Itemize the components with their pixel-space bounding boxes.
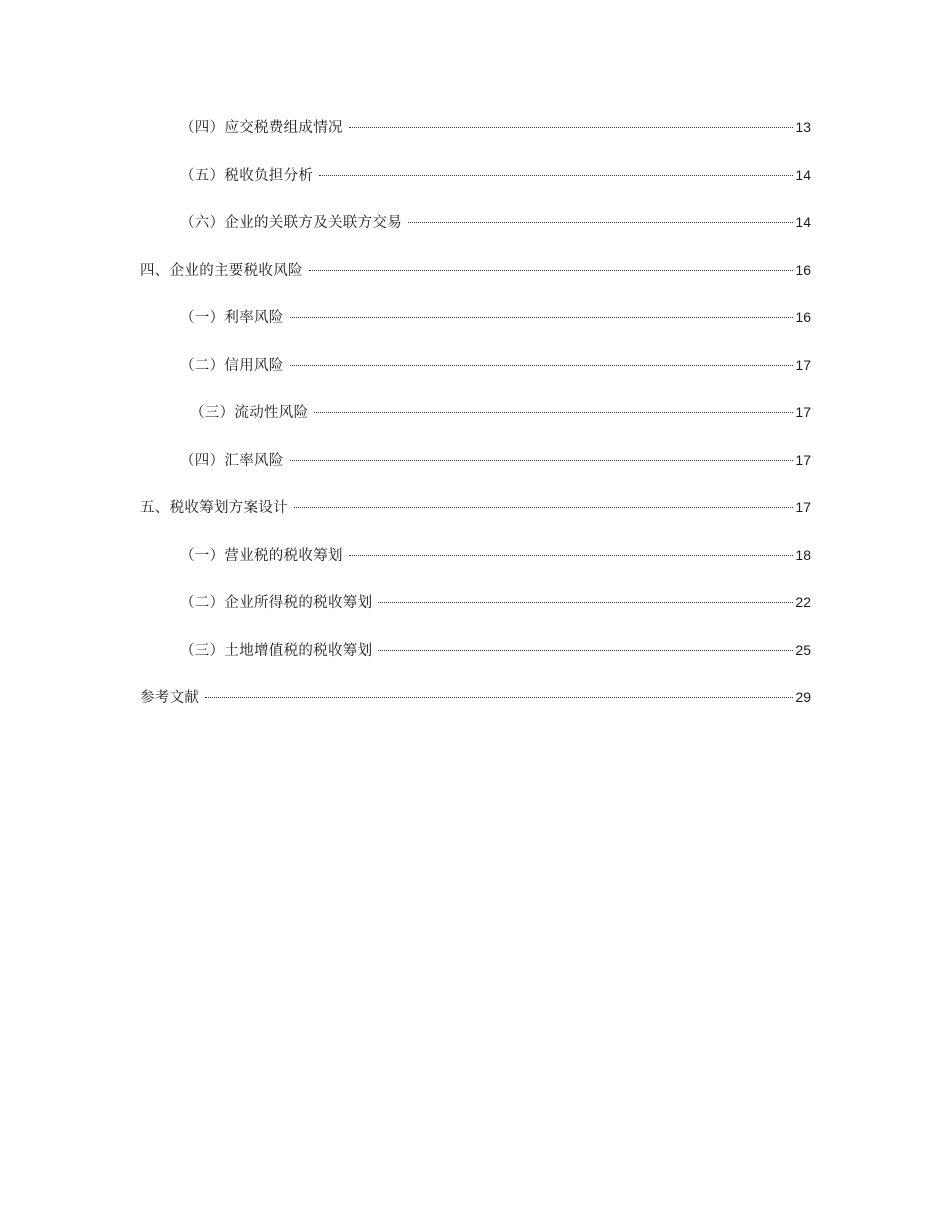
toc-dot-leader (378, 602, 793, 603)
toc-dot-leader (290, 460, 794, 461)
toc-entry[interactable] (140, 401, 811, 449)
toc-entry[interactable] (140, 211, 811, 259)
toc-entry-title: 参考文献 (140, 690, 200, 706)
toc-entry[interactable] (140, 544, 811, 592)
toc-entry-page: 29 (795, 689, 811, 705)
toc-entry[interactable] (140, 164, 811, 212)
toc-entry-page: 25 (795, 641, 811, 658)
toc-entry[interactable] (140, 354, 811, 402)
toc-dot-leader (408, 222, 793, 223)
toc-entry-title: （四）应交税费组成情况 (180, 120, 343, 136)
toc-dot-leader (205, 697, 793, 698)
toc-dot-leader (349, 127, 794, 128)
toc-entry-page: 17 (795, 451, 811, 468)
toc-dot-leader (378, 650, 793, 651)
toc-entry[interactable] (140, 639, 811, 687)
toc-dot-leader (309, 270, 794, 271)
toc-dot-leader (290, 317, 794, 318)
table-of-contents (140, 116, 811, 734)
toc-dot-leader (349, 555, 794, 556)
toc-entry-page: 14 (795, 166, 811, 183)
toc-entry-title: （六）企业的关联方及关联方交易 (180, 215, 402, 231)
toc-entry-page: 14 (795, 214, 811, 230)
toc-entry-title: （二）信用风险 (180, 357, 284, 374)
toc-entry-title: 五、税收筹划方案设计 (140, 500, 288, 516)
toc-entry-page: 13 (795, 119, 811, 135)
toc-entry-title: （一）利率风险 (180, 310, 284, 326)
toc-entry-page: 16 (795, 309, 811, 325)
toc-entry[interactable] (140, 259, 811, 307)
toc-entry[interactable] (140, 449, 811, 497)
toc-dot-leader (314, 412, 793, 413)
toc-entry[interactable] (140, 116, 811, 164)
toc-entry-title: 四、企业的主要税收风险 (140, 262, 303, 279)
toc-dot-leader (294, 507, 793, 508)
toc-entry[interactable] (140, 591, 811, 639)
toc-entry-title: （三）土地增值税的税收筹划 (180, 642, 373, 659)
toc-entry[interactable] (140, 306, 811, 354)
toc-entry[interactable] (140, 496, 811, 544)
toc-entry[interactable] (140, 686, 811, 734)
toc-entry-page: 17 (795, 404, 811, 420)
toc-entry-title: （一）营业税的税收筹划 (180, 547, 343, 564)
toc-entry-page: 22 (795, 594, 811, 610)
toc-entry-title: （二）企业所得税的税收筹划 (180, 595, 373, 611)
toc-entry-title: （四）汇率风险 (180, 452, 284, 469)
toc-entry-title: （五）税收负担分析 (180, 167, 314, 184)
toc-entry-title: （三）流动性风险 (190, 405, 309, 421)
toc-entry-page: 16 (795, 261, 811, 278)
toc-entry-page: 17 (795, 356, 811, 373)
toc-dot-leader (319, 175, 793, 176)
toc-dot-leader (290, 365, 794, 366)
toc-entry-page: 17 (795, 499, 811, 515)
toc-entry-page: 18 (795, 546, 811, 563)
